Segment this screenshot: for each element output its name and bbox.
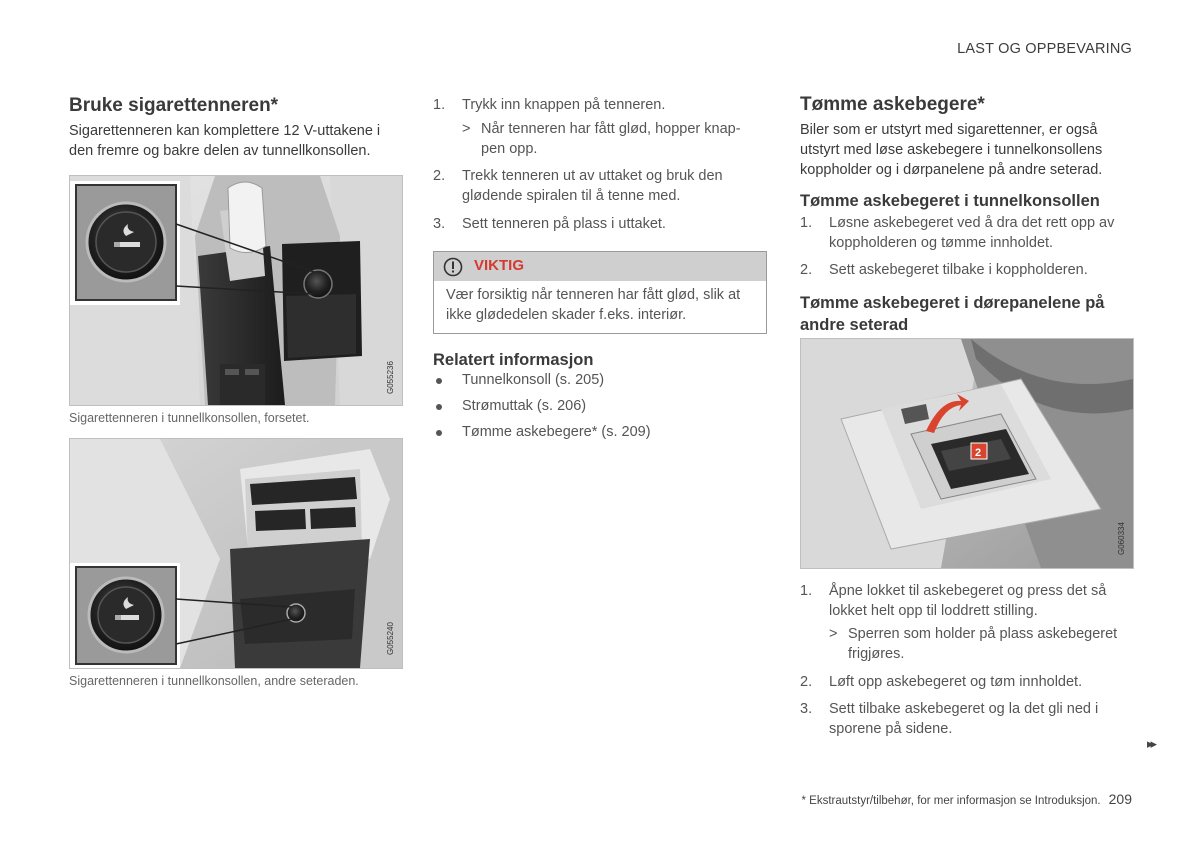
- callout-number: 2: [975, 447, 982, 459]
- subsection-title-line: andre seterad: [800, 316, 909, 334]
- step-text: Sett tenneren på plass i uttaket.: [462, 216, 666, 232]
- intro-line: Biler som er utstyrt med sigarettenner, er også: [800, 122, 1098, 138]
- running-header: LAST OG OPPBEVARING: [957, 41, 1132, 57]
- result-text: Sperren som holder på plass askebegeret: [848, 626, 1118, 642]
- bullet-icon: [436, 404, 442, 410]
- step-text: Trekk tenneren ut av uttaket og bruk den: [462, 168, 723, 184]
- step-text: Åpne lokket til askebegeret og press det så: [829, 583, 1107, 599]
- warning-line: Vær forsiktig når tenneren har fått glød, slik at: [446, 287, 741, 303]
- warning-icon: [443, 257, 463, 277]
- warning-text: [446, 285, 758, 325]
- subsection-title-line: Tømme askebegeret i dørepanelene på: [800, 294, 1105, 312]
- figure-rear-lighter: [69, 438, 403, 669]
- step-text: koppholderen og tømme innholdet.: [829, 235, 1054, 251]
- bullet-icon: [436, 430, 442, 436]
- step-text: Løsne askebegeret ved å dra det rett opp av: [829, 215, 1115, 231]
- intro-line: den fremre og bakre delen av tunnellkonsollen.: [69, 143, 371, 159]
- warning-header: [434, 252, 766, 281]
- footer: [802, 791, 1132, 807]
- step-text: lokket helt opp til loddrett stilling.: [829, 603, 1038, 619]
- step-number: 3.: [433, 216, 446, 232]
- step-number: 2.: [800, 674, 813, 690]
- related-link-text[interactable]: Strømuttak (s. 206): [462, 398, 587, 414]
- lighter-intro: [69, 121, 404, 161]
- continue-icon: ▸▸: [1147, 736, 1155, 751]
- result-arrow: >: [462, 121, 471, 137]
- warning-line: ikke glødedelen skader f.eks. interiør.: [446, 307, 687, 323]
- warning-box: [433, 251, 767, 334]
- footnote-text: * Ekstrautstyr/tilbehør, for mer informasjon se Introduksjon.: [801, 795, 1101, 807]
- step-number: 2.: [800, 262, 813, 278]
- rear-console-illustration: [70, 439, 402, 668]
- image-code: G060334: [1117, 522, 1126, 555]
- ashtray-intro: [800, 120, 1135, 180]
- intro-line: utstyrt med løse askebegere i tunnelkonsollens: [800, 142, 1103, 158]
- step-number: 1.: [800, 215, 813, 231]
- figure-door-ashtray: [800, 338, 1134, 569]
- related-link-text[interactable]: Tunnelkonsoll (s. 205): [462, 372, 605, 388]
- image-code: G055236: [386, 361, 395, 394]
- result-text: Når tenneren har fått glød, hopper knap-: [481, 121, 741, 137]
- figure-front-lighter: [69, 175, 403, 406]
- figure-caption: Sigarettenneren i tunnellkonsollen, andre seteraden.: [69, 674, 359, 688]
- step-text: Sett askebegeret tilbake i koppholderen.: [829, 262, 1088, 278]
- door-ashtray-illustration: [801, 339, 1133, 568]
- step-text: Løft opp askebegeret og tøm innholdet.: [829, 674, 1083, 690]
- step-number: 3.: [800, 701, 813, 717]
- related-link-text[interactable]: Tømme askebegere* (s. 209): [462, 424, 651, 440]
- step-text: glødende spiralen til å tenne med.: [462, 188, 681, 204]
- step-text: sporene på sidene.: [829, 721, 953, 737]
- section-title-lighter: Bruke sigarettenneren*: [69, 95, 279, 116]
- step-number: 1.: [433, 97, 446, 113]
- step-text: Trykk inn knappen på tenneren.: [462, 97, 666, 113]
- figure-caption: Sigarettenneren i tunnellkonsollen, forsetet.: [69, 411, 310, 425]
- intro-line: Sigarettenneren kan komplettere 12 V-uttakene i: [69, 123, 381, 139]
- image-code: G055240: [386, 622, 395, 655]
- intro-line: koppholder og i dørpanelene på andre seterad.: [800, 162, 1103, 178]
- step-number: 2.: [433, 168, 446, 184]
- subsection-title: Tømme askebegeret i tunnelkonsollen: [800, 192, 1100, 210]
- result-arrow: >: [829, 626, 838, 642]
- related-info-title: Relatert informasjon: [433, 351, 594, 369]
- front-console-illustration: [70, 176, 402, 405]
- step-number: 1.: [800, 583, 813, 599]
- section-title-ashtray: Tømme askebegere*: [800, 94, 985, 115]
- result-text: pen opp.: [481, 141, 538, 157]
- bullet-icon: [436, 378, 442, 384]
- result-text: frigjøres.: [848, 646, 905, 662]
- subsection-title: [800, 292, 1135, 336]
- warning-title: VIKTIG: [474, 257, 525, 274]
- step-text: Sett tilbake askebegeret og la det gli ned i: [829, 701, 1099, 717]
- page-number: 209: [1108, 791, 1132, 807]
